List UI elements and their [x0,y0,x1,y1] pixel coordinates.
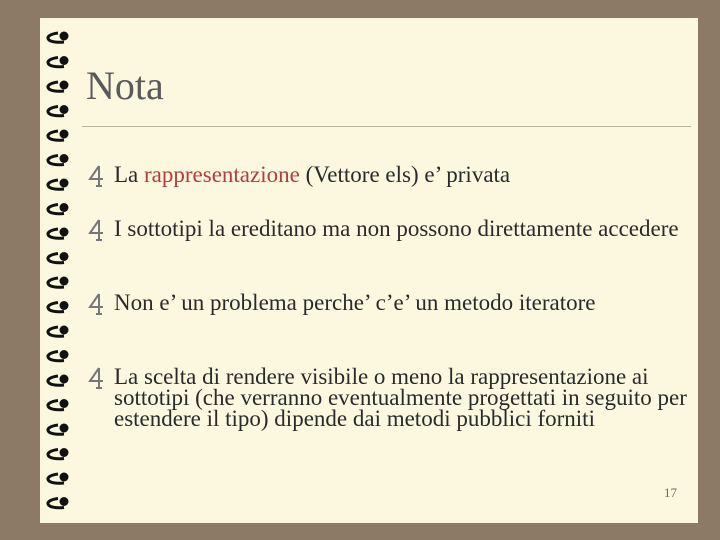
bullet-item [86,164,686,185]
number-4-bullet-icon [86,366,108,390]
slide-title: Nota [86,63,164,108]
spiral-ring [48,154,69,165]
title-divider [82,126,691,127]
number-4-bullet-icon [86,218,108,242]
bullet-item [86,366,692,429]
spiral-ring [48,301,69,312]
spiral-ring [48,399,69,410]
number-4-bullet-icon [86,292,108,316]
spiral-ring [48,350,69,361]
spiral-ring [48,375,69,386]
spiral-ring [48,203,69,214]
highlighted-term: rappresentazione [144,162,300,187]
spiral-ring [48,228,69,239]
number-4-bullet-icon [86,164,108,188]
bullet-item [86,218,686,239]
spiral-ring [48,81,69,92]
spiral-ring [48,130,69,141]
spiral-ring [48,326,69,337]
spiral-ring [48,252,69,263]
bullet-text: La scelta di rendere visibile o meno la rappresentazione ai sottotipi (che verranno eventualmente progettati in seguito per estendere il tipo) dipende dai metodi pubblici forniti [114,364,687,431]
spiral-ring [48,424,69,435]
spiral-ring [48,448,69,459]
page-number: 17 [664,485,677,500]
spiral-ring [48,105,69,116]
bullet-text: Non e’ un problema perche’ c’e’ un metodo iteratore [114,290,596,315]
bullet-text: I sottotipi la ereditano ma non possono direttamente accedere [114,216,679,241]
spiral-ring [48,32,69,43]
spiral-ring [48,56,69,67]
bullet-text: La rappresentazione (Vettore els) e’ privata [114,162,511,187]
bullet-item [86,292,686,313]
spiral-ring [48,497,69,508]
spiral-ring [48,473,69,484]
spiral-ring [48,179,69,190]
spiral-ring [48,277,69,288]
spiral-binding [0,0,80,540]
